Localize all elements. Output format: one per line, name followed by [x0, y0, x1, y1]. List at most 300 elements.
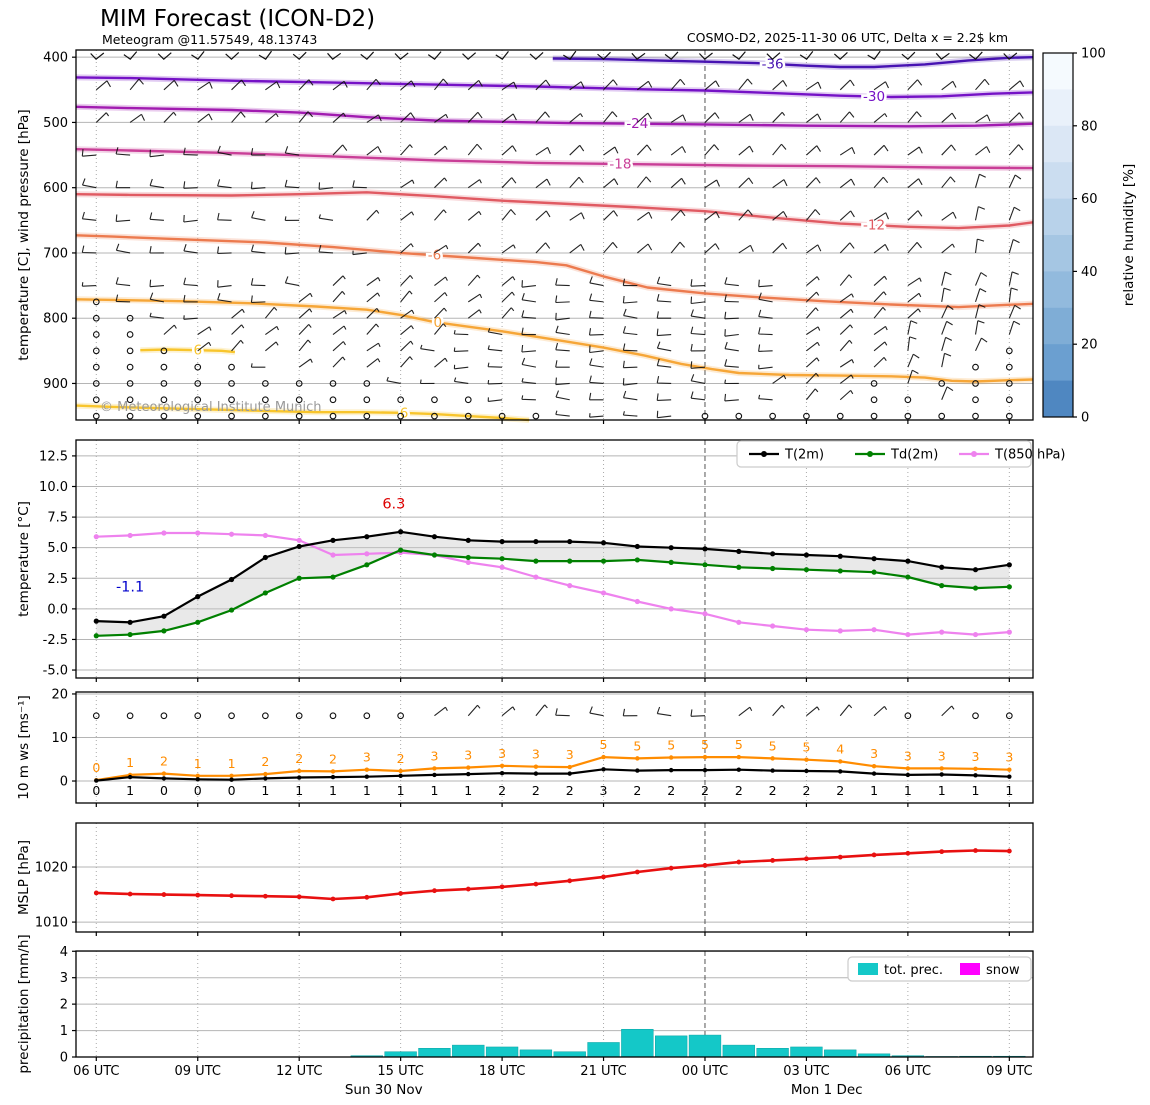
calm-icon [330, 397, 336, 403]
wind-frame [76, 692, 1033, 803]
wind-barb-icon [299, 359, 312, 367]
y-tick-label: 4 [59, 944, 68, 960]
wind-barb-icon [739, 146, 753, 155]
series-marker [905, 574, 910, 579]
surface-wind-barb-icon [556, 708, 570, 715]
x-tick-label: 15 UTC [377, 1064, 424, 1079]
wind-barb-icon [184, 244, 198, 253]
wind-barb-icon [691, 392, 705, 400]
wind-barb-icon [536, 211, 550, 220]
series-marker [770, 623, 775, 628]
wind-barb-icon [908, 309, 921, 318]
calm-icon [1007, 397, 1013, 403]
calm-icon [398, 397, 404, 403]
series-marker [669, 606, 674, 611]
series-marker [973, 567, 978, 572]
wind-barb-icon [624, 391, 638, 400]
wind-barb-icon [834, 52, 847, 59]
y-tick-label: 1 [59, 1024, 68, 1040]
wind-marker [838, 759, 842, 763]
gust-value-label: 2 [159, 753, 168, 769]
contour-halo [76, 192, 1033, 228]
series-marker [838, 568, 843, 573]
wind-barb-icon [806, 82, 820, 90]
precip-bar [689, 1035, 721, 1057]
wind-barb-icon [150, 313, 164, 318]
wind-marker [432, 766, 436, 770]
wind-barb-icon [840, 179, 854, 188]
colorbar-tick-label: 0 [1081, 410, 1090, 426]
wind-marker [365, 768, 369, 772]
series-marker [905, 559, 910, 564]
wind-barb-icon [623, 296, 637, 303]
surface-wind-barb-icon [434, 707, 447, 716]
gust-value-label: 5 [701, 737, 709, 753]
wind-barb-icon [637, 212, 651, 220]
surface-wind-barb-icon [468, 705, 480, 716]
series-marker [939, 583, 944, 588]
wind-barb-icon [806, 308, 818, 319]
calm-icon [871, 397, 877, 403]
wind-value-label: 0 [227, 783, 236, 799]
series-marker [567, 583, 572, 588]
x-tick-label: 06 UTC [884, 1064, 932, 1079]
gust-value-label: 5 [633, 738, 642, 754]
wind-marker [466, 772, 470, 776]
wind-barb-icon [184, 215, 198, 222]
gust-value-label: 5 [802, 739, 811, 755]
mslp-marker [736, 860, 741, 865]
series-marker [195, 530, 200, 535]
y-tick-label: 2.5 [47, 571, 68, 587]
gust-value-label: 5 [667, 737, 676, 753]
wind-barb-icon [976, 273, 987, 286]
wind-barb-icon [657, 411, 671, 418]
wind-barb-icon [874, 357, 886, 367]
y-tick-label: 800 [43, 311, 68, 327]
mslp-marker [500, 884, 505, 889]
wind-marker [635, 756, 639, 760]
wind-barb-icon [333, 291, 345, 301]
wind-barb-icon [367, 147, 381, 156]
legend-marker-sample [867, 451, 873, 457]
wind-value-label: 2 [531, 783, 540, 799]
series-marker [499, 539, 504, 544]
wind-barb-icon [590, 413, 604, 417]
wind-barb-icon [150, 179, 164, 188]
wind-barb-icon [428, 52, 441, 60]
calm-icon [973, 364, 979, 370]
y-tick-label: 7.5 [47, 510, 68, 526]
series-marker [297, 544, 302, 549]
mslp-marker [1007, 849, 1012, 854]
x-tick-label: 09 UTC [986, 1064, 1033, 1079]
wind-barb-icon [570, 244, 584, 253]
calm-icon [939, 413, 945, 419]
series-marker [635, 599, 640, 604]
wind-barb-icon [251, 278, 265, 285]
wind-barb-icon [773, 144, 786, 155]
surface-wind-barb-icon [623, 709, 637, 716]
wind-barb-icon [367, 343, 380, 351]
gust-value-label: 3 [362, 749, 371, 765]
wind-barb-icon [759, 365, 773, 369]
wind-barb-icon [401, 180, 414, 188]
wind-barb-icon [942, 337, 952, 350]
series-marker [263, 590, 268, 595]
series-marker [567, 539, 572, 544]
wind-barb-icon [468, 211, 481, 220]
y-tick-label: 5.0 [47, 541, 68, 557]
wind-barb-icon [759, 310, 773, 318]
wind-marker [263, 772, 267, 776]
wind-marker [939, 766, 943, 770]
calm-icon [837, 413, 843, 419]
wind-barb-icon [198, 114, 212, 123]
wind-barb-icon [976, 174, 986, 187]
series-marker [297, 538, 302, 543]
wind-barb-icon [806, 358, 819, 367]
contour-label: 6 [399, 405, 409, 422]
wind-barb-icon [657, 329, 671, 336]
wind-barb-icon [468, 294, 481, 302]
wind-marker [365, 774, 369, 778]
gust-value-label: 3 [903, 748, 912, 764]
wind-barb-icon [1009, 272, 1018, 286]
x-tick-label: 00 UTC [681, 1064, 729, 1079]
wind-marker [703, 755, 707, 759]
precip-bar [757, 1048, 789, 1057]
wind-marker [872, 771, 876, 775]
cross-section-frame [76, 50, 1033, 420]
colorbar-segment [1043, 53, 1073, 90]
series-marker [804, 567, 809, 572]
wind-value-label: 2 [667, 783, 676, 799]
colorbar-tick-label: 60 [1081, 192, 1098, 208]
gust-value-label: 3 [870, 746, 879, 762]
wind-marker [838, 769, 842, 773]
series-marker [533, 574, 538, 579]
wind-barb-icon [522, 310, 536, 318]
wind-barb-icon [454, 378, 468, 384]
wind-barb-icon [1009, 81, 1023, 90]
wind-barb-icon [285, 216, 299, 220]
surface-wind-barb-icon [330, 713, 336, 719]
wind-barb-icon [468, 310, 481, 319]
series-marker [94, 619, 99, 624]
wind-marker [162, 776, 166, 780]
legend-label: Td(2m) [891, 447, 939, 463]
wind-barb-icon [840, 112, 854, 123]
colorbar-label: relative humidity [%] [1121, 163, 1137, 307]
wind-barb-icon [536, 179, 550, 188]
wind-barb-icon [454, 330, 468, 334]
wind-barb-icon [401, 275, 413, 285]
wind-barb-icon [82, 246, 96, 253]
wind-value-label: 2 [836, 783, 845, 799]
series-marker [330, 574, 335, 579]
calm-icon [973, 397, 979, 403]
wind-barb-icon [299, 293, 312, 302]
wind-barb-icon [725, 329, 739, 336]
series-marker [770, 566, 775, 571]
wind-barb-icon [840, 80, 854, 90]
wind-barb-icon [840, 275, 851, 286]
wind-barb-icon [488, 397, 502, 401]
wind-barb-icon [198, 82, 212, 90]
model-info: COSMO-D2, 2025-11-30 06 UTC, Delta x = 2.2$ km [686, 30, 1008, 45]
series-marker [229, 577, 234, 582]
precip-bar [791, 1047, 823, 1057]
y-tick-label: 10.0 [39, 479, 68, 495]
wind-marker [331, 775, 335, 779]
wind-barb-icon [367, 210, 379, 220]
wind-value-label: 3 [599, 783, 608, 799]
wind-barb-icon [333, 145, 347, 155]
date-label: Sun 30 Nov [344, 1082, 423, 1098]
gust-value-label: 2 [396, 751, 405, 767]
wind-marker [466, 765, 470, 769]
contour-label: -30 [863, 89, 886, 106]
wind-barb-icon [874, 342, 887, 351]
wind-value-label: 2 [565, 783, 574, 799]
wind-marker [1007, 768, 1011, 772]
wind-value-label: 0 [92, 783, 101, 799]
series-marker [466, 560, 471, 565]
wind-barb-icon [623, 361, 637, 368]
wind-barb-icon [434, 178, 446, 188]
wind-barb-icon [725, 342, 739, 351]
wind-value-label: 0 [159, 783, 168, 799]
mslp-marker [195, 893, 200, 898]
wind-barb-icon [705, 113, 719, 123]
wind-barb-icon [590, 393, 604, 400]
wind-barb-icon [259, 51, 273, 60]
mslp-marker [905, 851, 910, 856]
wind-barb-icon [942, 387, 953, 400]
wind-barb-icon [691, 374, 705, 383]
mslp-marker [162, 892, 167, 897]
wind-barb-icon [806, 245, 820, 253]
gust-value-label: 2 [261, 754, 270, 770]
wind-barb-icon [637, 177, 650, 188]
series-marker [601, 590, 606, 595]
wind-barb-icon [333, 311, 346, 319]
wind-barb-icon [333, 357, 345, 367]
gust-value-label: 3 [1005, 749, 1014, 765]
wind-marker [601, 767, 605, 771]
gust-value-label: 1 [126, 754, 135, 770]
wind-barb-icon [522, 345, 536, 352]
wind-barb-icon [198, 327, 211, 335]
calm-icon [871, 413, 877, 419]
wind-value-label: 2 [768, 783, 777, 799]
wind-barb-icon [976, 207, 985, 221]
wind-barb-icon [691, 297, 705, 304]
wind-barb-icon [604, 179, 618, 188]
gust-value-label: 2 [329, 751, 337, 767]
surface-wind-barb-icon [1007, 713, 1013, 719]
wind-barb-icon [218, 280, 232, 287]
wind-barb-icon [691, 279, 705, 286]
wind-barb-icon [327, 51, 341, 60]
wind-barb-icon [488, 363, 502, 367]
wind-barb-icon [285, 276, 299, 285]
wind-marker [229, 778, 233, 782]
precip-bar [621, 1029, 653, 1057]
surface-wind-barb-icon [229, 713, 235, 719]
wind-barb-icon [759, 345, 773, 352]
series-marker [601, 559, 606, 564]
wind-barb-icon [319, 214, 333, 220]
contour-label: -36 [761, 56, 784, 73]
wind-barb-icon [468, 144, 481, 155]
wind-barb-icon [976, 338, 988, 351]
wind-value-label: 2 [734, 783, 743, 799]
wind-barb-icon [434, 293, 447, 302]
wind-barb-icon [502, 210, 515, 221]
wind-marker [297, 775, 301, 779]
wind-barb-icon [657, 376, 671, 383]
wind-barb-icon [623, 378, 637, 385]
surface-wind-barb-icon [93, 713, 99, 719]
wind-barb-icon [759, 327, 773, 334]
wind-marker [1007, 774, 1011, 778]
contour-halo [76, 235, 1033, 307]
wind-barb-icon [232, 112, 246, 123]
wind-marker [973, 767, 977, 771]
calm-icon [195, 364, 201, 370]
wind-barb-icon [299, 309, 312, 318]
wind-barb-icon [657, 311, 671, 318]
mslp-marker [567, 878, 572, 883]
contour-line--6 [76, 235, 1033, 307]
wind-barb-icon [657, 277, 671, 286]
series-marker [635, 544, 640, 549]
mslp-marker [635, 870, 640, 875]
wind-barb-icon [82, 212, 96, 220]
wind-value-label: 1 [430, 783, 439, 799]
wind-barb-icon [556, 391, 570, 400]
series-marker [736, 620, 741, 625]
mslp-marker [939, 849, 944, 854]
surface-wind-barb-icon [161, 713, 167, 719]
wind-barb-icon [590, 294, 604, 302]
wind-barb-icon [739, 114, 753, 122]
wind-barb-icon [251, 363, 265, 367]
series-marker [736, 565, 741, 570]
wind-barb-icon [401, 291, 412, 302]
calm-icon [229, 364, 235, 370]
series-marker [1007, 562, 1012, 567]
legend-snow-swatch [960, 963, 980, 975]
date-label: Mon 1 Dec [790, 1082, 863, 1098]
y-tick-label: 0.0 [47, 602, 68, 618]
wind-value-label: 1 [362, 783, 371, 799]
wind-barb-icon [806, 114, 820, 123]
wind-marker [973, 773, 977, 777]
wind-marker [534, 764, 538, 768]
wind-barb-icon [90, 52, 104, 60]
colorbar-segment [1043, 199, 1073, 236]
calm-icon [770, 413, 776, 419]
wind-barb-icon [502, 146, 516, 155]
wind-barb-icon [908, 112, 921, 123]
wind-barb-icon [908, 337, 916, 351]
series-marker [533, 559, 538, 564]
wind-marker [534, 771, 538, 775]
wind-barb-icon [590, 311, 604, 318]
wind-barb-icon [522, 395, 536, 399]
contour-label: -12 [863, 217, 886, 234]
wind-barb-icon [434, 146, 447, 155]
series-marker [330, 552, 335, 557]
wind-barb-icon [976, 321, 985, 335]
mslp-marker [669, 866, 674, 871]
wind-barb-icon [806, 342, 819, 351]
wind-barb-icon [130, 114, 144, 122]
legend-totprec-swatch [858, 963, 878, 975]
wind-barb-icon [150, 213, 164, 221]
wind-barb-icon [590, 328, 604, 335]
wind-barb-icon [522, 280, 536, 287]
series-marker [838, 628, 843, 633]
wind-value-label: 1 [870, 783, 879, 799]
wind-barb-icon [840, 325, 852, 335]
wind-marker [196, 777, 200, 781]
wind-barb-icon [454, 348, 468, 352]
gust-value-label: 1 [193, 755, 202, 771]
wind-barb-icon [367, 293, 380, 302]
wind-barb-icon [82, 282, 96, 286]
wind-barb-icon [604, 211, 618, 221]
calm-icon [973, 413, 979, 419]
colorbar-segment [1043, 308, 1073, 345]
wind-barb-icon [908, 80, 922, 90]
series-marker [94, 633, 99, 638]
wind-barb-icon [387, 377, 401, 383]
wind-barb-icon [570, 145, 584, 155]
wind-marker [128, 775, 132, 779]
wind-barb-icon [556, 278, 570, 285]
gust-value-label: 3 [565, 747, 574, 763]
wind-barb-icon [496, 51, 510, 59]
wind-value-label: 0 [193, 783, 202, 799]
calm-icon [161, 364, 167, 370]
wind-barb-icon [773, 180, 787, 188]
calm-icon [736, 413, 742, 419]
colorbar-tick-label: 80 [1081, 119, 1098, 135]
wind-barb-icon [705, 244, 719, 253]
surface-wind-barb-icon [590, 707, 604, 716]
wind-barb-icon [536, 147, 550, 155]
calm-icon [533, 413, 539, 419]
wind-barb-icon [468, 275, 480, 285]
wind-barb-icon [908, 354, 919, 367]
wind-barb-icon [725, 380, 739, 384]
wind-barb-icon [265, 326, 278, 334]
series-marker [1007, 584, 1012, 589]
mslp-marker [601, 875, 606, 880]
wind-barb-icon [502, 245, 515, 253]
gust-value-label: 2 [295, 751, 304, 767]
surface-wind-barb-icon [806, 707, 819, 716]
wind-barb-icon [556, 313, 570, 320]
wind-barb-icon [976, 147, 990, 156]
wind-barb-icon [773, 243, 787, 253]
wind-barb-icon [942, 177, 955, 188]
wind-barb-icon [942, 321, 953, 334]
